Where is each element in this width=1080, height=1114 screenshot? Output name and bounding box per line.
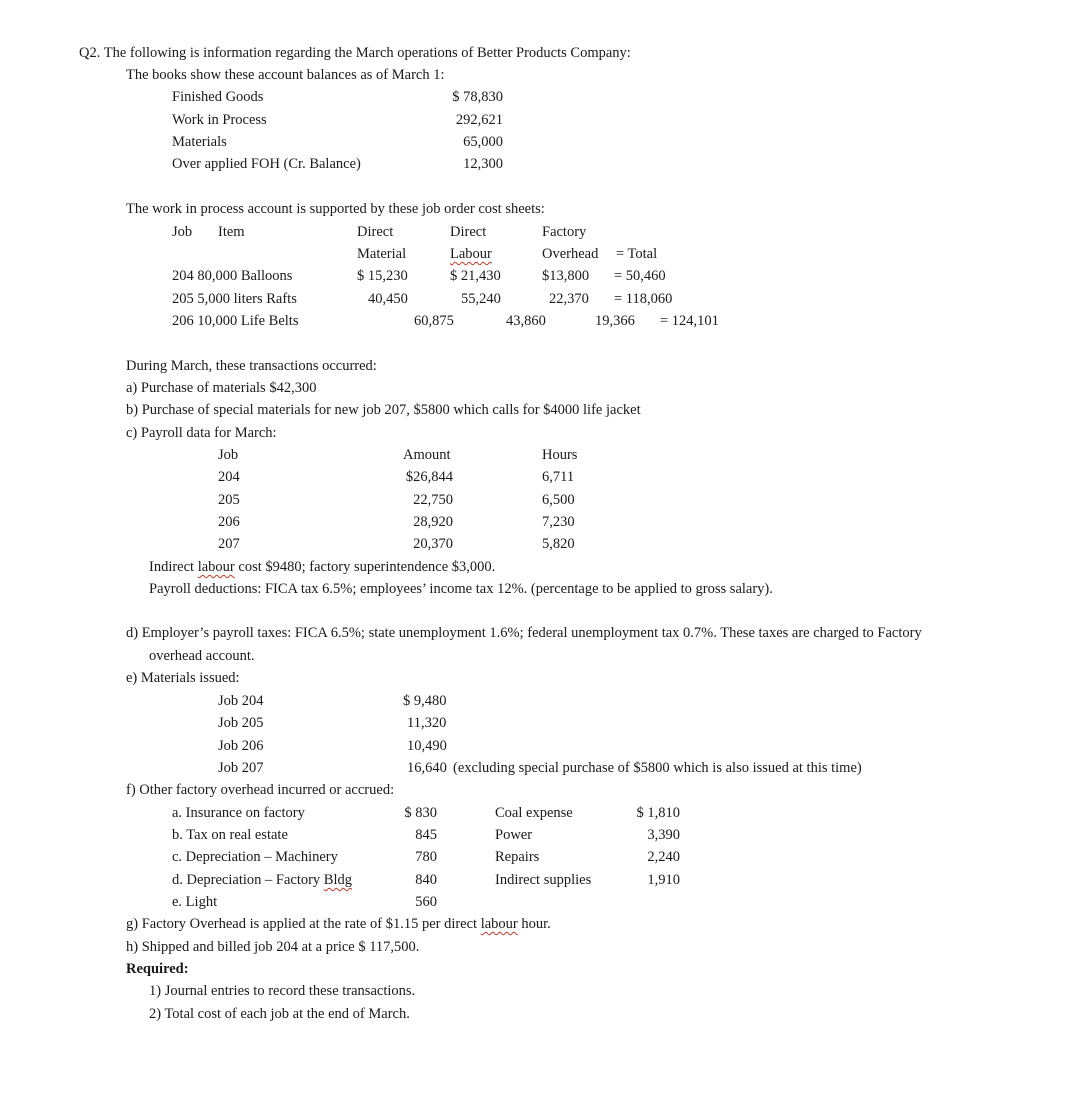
transaction-a: a) Purchase of materials $42,300 bbox=[126, 380, 317, 396]
overhead-item-label: e. Light bbox=[172, 894, 218, 910]
wip-header-dm: Direct bbox=[357, 224, 394, 240]
payroll-hours: 6,711 bbox=[542, 469, 575, 485]
wip-row-foh: $13,800 bbox=[542, 268, 590, 284]
overhead-item-label: Coal expense bbox=[495, 805, 573, 821]
materials-amount: $ 9,480 bbox=[403, 693, 447, 709]
wip-row-job-item: 204 80,000 Balloons bbox=[172, 268, 293, 284]
wip-row-job-item: 206 10,000 Life Belts bbox=[172, 313, 299, 329]
transaction-f: f) Other factory overhead incurred or accrued: bbox=[126, 782, 395, 798]
overhead-item-amount: 3,390 bbox=[647, 827, 680, 843]
wip-header-dl-2: Labour bbox=[450, 246, 492, 262]
wip-header-dm-2: Material bbox=[357, 246, 407, 262]
required-item: 1) Journal entries to record these transactions. bbox=[149, 983, 416, 999]
overhead-item-amount: 840 bbox=[415, 872, 437, 888]
wip-row-dl: $ 21,430 bbox=[450, 268, 501, 284]
wip-row-job-item: 205 5,000 liters Rafts bbox=[172, 291, 297, 307]
payroll-amount: 22,750 bbox=[413, 492, 453, 508]
wip-header-job: Job bbox=[172, 224, 193, 240]
materials-job: Job 206 bbox=[218, 738, 264, 754]
overhead-item-amount: 2,240 bbox=[647, 849, 680, 865]
payroll-hours: 6,500 bbox=[542, 492, 575, 508]
overhead-item-label: d. Depreciation – Factory Bldg bbox=[172, 872, 352, 888]
payroll-amount: 28,920 bbox=[413, 514, 453, 530]
materials-job: Job 207 bbox=[218, 760, 264, 776]
payroll-header-hours: Hours bbox=[542, 447, 578, 463]
wip-row-dm: $ 15,230 bbox=[357, 268, 408, 284]
transaction-d-cont: overhead account. bbox=[149, 648, 255, 664]
wip-row-foh: 19,366 bbox=[595, 313, 635, 329]
payroll-job: 205 bbox=[218, 492, 240, 508]
materials-amount: 10,490 bbox=[407, 738, 447, 754]
balance-value: $ 78,830 bbox=[452, 89, 503, 105]
overhead-item-label: a. Insurance on factory bbox=[172, 805, 305, 821]
transaction-g: g) Factory Overhead is applied at the rate of $1.15 per direct labour hour. bbox=[126, 916, 551, 932]
materials-amount: 11,320 bbox=[407, 715, 447, 731]
payroll-job: 204 bbox=[218, 469, 240, 485]
required-item: 2) Total cost of each job at the end of March. bbox=[149, 1006, 410, 1022]
transactions-intro: During March, these transactions occurred: bbox=[126, 358, 377, 374]
balance-value: 12,300 bbox=[463, 156, 503, 172]
balance-label: Materials bbox=[172, 134, 227, 150]
transaction-h: h) Shipped and billed job 204 at a price $ 117,500. bbox=[126, 939, 420, 955]
wip-header-foh: Factory bbox=[542, 224, 587, 240]
materials-note: (excluding special purchase of $5800 which is also issued at this time) bbox=[453, 760, 862, 776]
wip-row-dm: 60,875 bbox=[414, 313, 454, 329]
wip-row-dl: 43,860 bbox=[506, 313, 546, 329]
payroll-amount: $26,844 bbox=[405, 469, 453, 485]
transaction-e: e) Materials issued: bbox=[126, 670, 240, 686]
overhead-item-label: b. Tax on real estate bbox=[172, 827, 288, 843]
wip-row-total: = 50,460 bbox=[614, 268, 666, 284]
wip-header-dl: Direct bbox=[450, 224, 487, 240]
wip-row-dl: 55,240 bbox=[461, 291, 501, 307]
overhead-item-label: Indirect supplies bbox=[495, 872, 592, 888]
payroll-hours: 7,230 bbox=[542, 514, 575, 530]
wip-header-item: Item bbox=[218, 224, 245, 240]
overhead-item-amount: 560 bbox=[415, 894, 437, 910]
wip-header-foh-2: Overhead bbox=[542, 246, 599, 262]
overhead-item-amount: 1,910 bbox=[647, 872, 680, 888]
wip-row-total: = 118,060 bbox=[614, 291, 673, 307]
payroll-amount: 20,370 bbox=[413, 536, 453, 552]
overhead-item-amount: $ 830 bbox=[404, 805, 437, 821]
overhead-item-label: Power bbox=[495, 827, 533, 843]
overhead-item-amount: $ 1,810 bbox=[636, 805, 680, 821]
transaction-d: d) Employer’s payroll taxes: FICA 6.5%; state unemployment 1.6%; federal unemployment tax 0.7%. These taxes are charged to Factory bbox=[126, 625, 922, 641]
materials-amount: 16,640 bbox=[407, 760, 447, 776]
payroll-header-job: Job bbox=[218, 447, 239, 463]
overhead-item-amount: 780 bbox=[415, 849, 437, 865]
overhead-item-amount: 845 bbox=[415, 827, 437, 843]
wip-header-total: = Total bbox=[616, 246, 658, 262]
transaction-b: b) Purchase of special materials for new job 207, $5800 which calls for $4000 life jacket bbox=[126, 402, 641, 418]
balance-value: 292,621 bbox=[455, 112, 503, 128]
wip-row-dm: 40,450 bbox=[368, 291, 408, 307]
wip-row-total: = 124,101 bbox=[660, 313, 719, 329]
overhead-item-label: Repairs bbox=[495, 849, 540, 865]
balance-label: Over applied FOH (Cr. Balance) bbox=[172, 156, 361, 172]
balances-intro: The books show these account balances as of March 1: bbox=[126, 67, 445, 83]
payroll-hours: 5,820 bbox=[542, 536, 575, 552]
materials-job: Job 205 bbox=[218, 715, 264, 731]
question-heading: Q2. The following is information regarding the March operations of Better Products Company: bbox=[79, 45, 631, 61]
wip-row-foh: 22,370 bbox=[549, 291, 589, 307]
payroll-job: 206 bbox=[218, 514, 240, 530]
indirect-labour-line: Indirect labour cost $9480; factory superintendence $3,000. bbox=[149, 559, 496, 575]
transaction-c: c) Payroll data for March: bbox=[126, 425, 277, 441]
required-label: Required: bbox=[126, 961, 189, 977]
payroll-deductions: Payroll deductions: FICA tax 6.5%; employees’ income tax 12%. (percentage to be applied to gross salary). bbox=[149, 581, 773, 597]
materials-job: Job 204 bbox=[218, 693, 264, 709]
overhead-item-label: c. Depreciation – Machinery bbox=[172, 849, 338, 865]
wip-intro: The work in process account is supported by these job order cost sheets: bbox=[126, 201, 545, 217]
balance-value: 65,000 bbox=[463, 134, 503, 150]
payroll-header-amount: Amount bbox=[403, 447, 451, 463]
balance-label: Work in Process bbox=[172, 112, 267, 128]
balance-label: Finished Goods bbox=[172, 89, 264, 105]
payroll-job: 207 bbox=[218, 536, 240, 552]
